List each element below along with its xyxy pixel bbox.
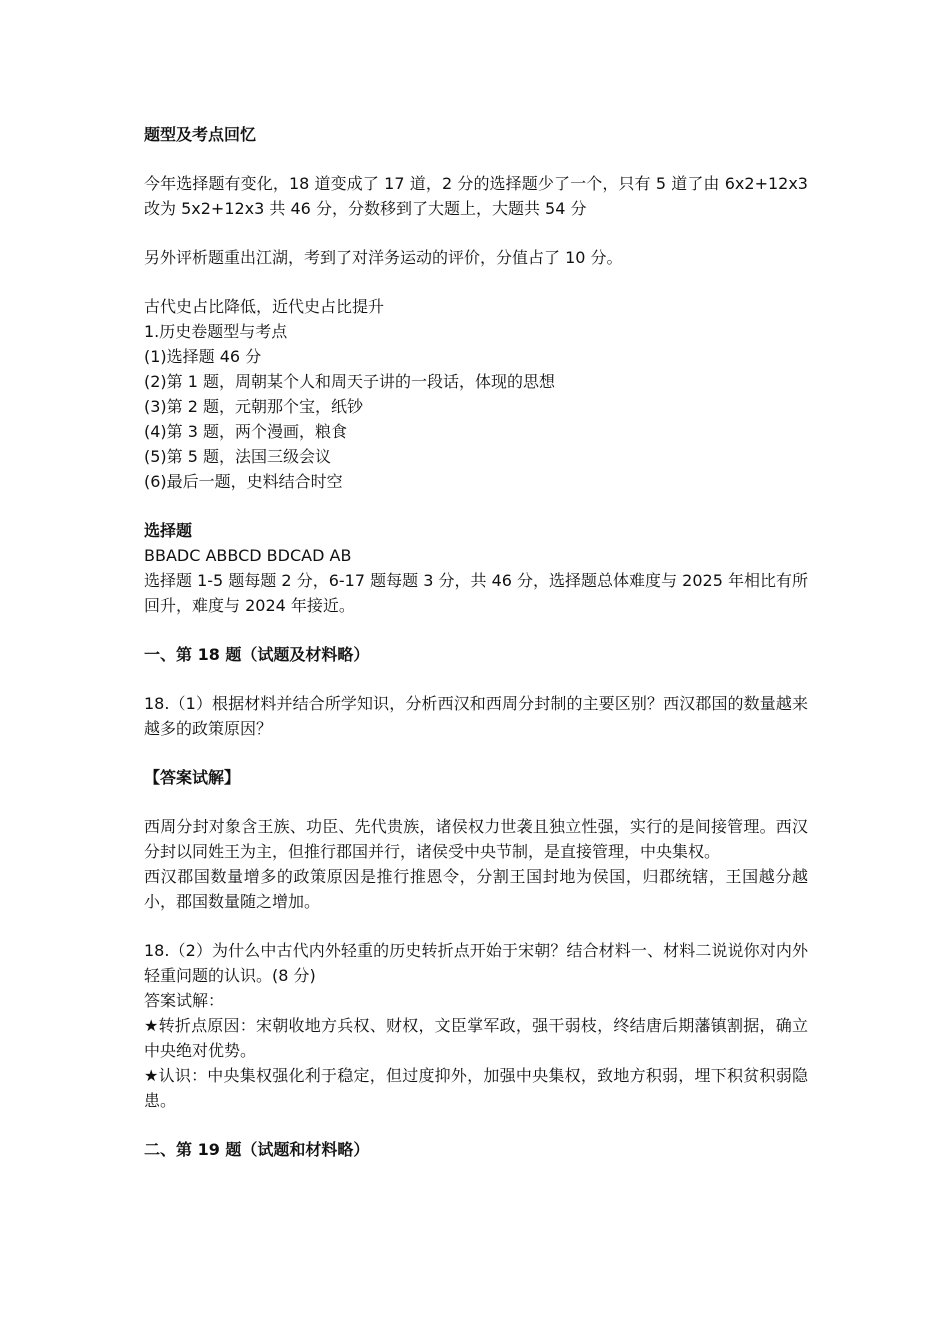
- q18-answer-paragraph-1: 西周分封对象含王族、功臣、先代贵族，诸侯权力世袭且独立性强，实行的是间接管理。西汉分封以同姓王为主，但推行郡国并行，诸侯受中央节制，是直接管理，中央集权。: [144, 817, 808, 861]
- q19-heading: 二、第 19 题（试题和材料略）: [144, 1140, 370, 1159]
- outline-list: [144, 294, 808, 494]
- outline-item: (2)第 1 题，周朝某个人和周天子讲的一段话，体现的思想: [144, 372, 556, 391]
- q18-part2-question: 18.（2）为什么中古代内外轻重的历史转折点开始于宋朝？结合材料一、材料二说说你对内外轻重问题的认识。(8 分): [144, 941, 808, 985]
- q18-part2-point-1: ★转折点原因：宋朝收地方兵权、财权，文臣掌军政，强干弱枝，终结唐后期藩镇割据，确立中央绝对优势。: [144, 1016, 808, 1060]
- outline-item: (5)第 5 题，法国三级会议: [144, 447, 332, 466]
- choice-answers: BBADC ABBCD BDCAD AB: [144, 546, 352, 565]
- outline-item: 1.历史卷题型与考点: [144, 322, 288, 341]
- q18-answer-paragraph-2: 西汉郡国数量增多的政策原因是推行推恩令，分割王国封地为侯国，归郡统辖，王国越分越小，郡国数量随之增加。: [144, 867, 808, 911]
- outline-item: (1)选择题 46 分: [144, 347, 262, 366]
- q18-part2-point-2: ★认识：中央集权强化利于稳定，但过度抑外，加强中央集权，致地方积弱，埋下积贫积弱隐患。: [144, 1066, 808, 1110]
- q18-answer-heading: 【答案试解】: [144, 768, 241, 787]
- outline-item: (3)第 2 题，元朝那个宝，纸钞: [144, 397, 364, 416]
- q18-part2-answer-label: 答案试解：: [144, 991, 225, 1010]
- intro-paragraph-1: 今年选择题有变化，18 道变成了 17 道，2 分的选择题少了一个，只有 5 道了由 6x2+12x3 改为 5x2+12x3 共 46 分，分数移到了大题上，大题共 54 分: [144, 174, 808, 218]
- choice-note: 选择题 1-5 题每题 2 分，6-17 题每题 3 分，共 46 分，选择题总体难度与 2025 年相比有所回升，难度与 2024 年接近。: [144, 571, 808, 615]
- outline-item: 古代史占比降低，近代史占比提升: [144, 297, 385, 316]
- q18-part1-question: 18.（1）根据材料并结合所学知识，分析西汉和西周分封制的主要区别？西汉郡国的数量越来越多的政策原因？: [144, 694, 808, 738]
- q18-heading: 一、第 18 题（试题及材料略）: [144, 645, 370, 664]
- section-title: 题型及考点回忆: [144, 125, 257, 144]
- document-page: [144, 122, 808, 1162]
- outline-item: (4)第 3 题，两个漫画，粮食: [144, 422, 348, 441]
- choice-heading: 选择题: [144, 521, 193, 540]
- outline-item: (6)最后一题，史料结合时空: [144, 472, 343, 491]
- intro-paragraph-2: 另外评析题重出江湖，考到了对洋务运动的评价，分值占了 10 分。: [144, 248, 623, 267]
